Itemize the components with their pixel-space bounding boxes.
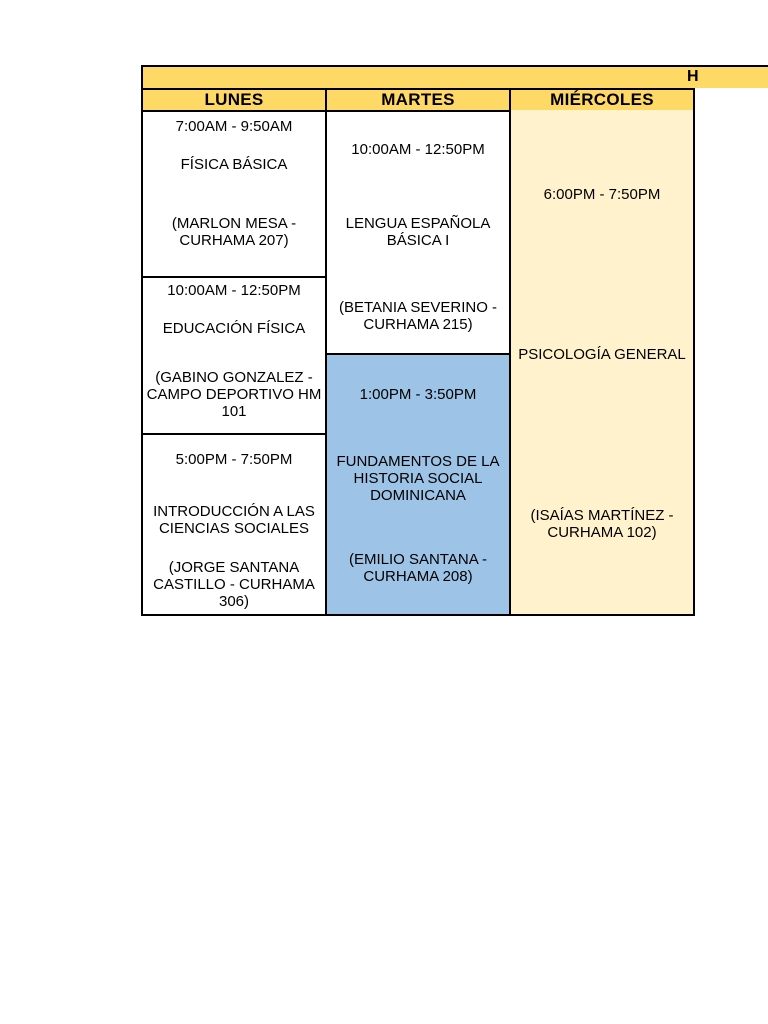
martes-class-1-teacher: (BETANIA SEVERINO - CURHAMA 215)	[338, 299, 498, 333]
miercoles-class-1-course: PSICOLOGÍA GENERAL	[518, 345, 686, 363]
lunes-class-2-teacher: (GABINO GONZALEZ - CAMPO DEPORTIVO HM 101	[146, 368, 322, 420]
lunes-class-3-course: INTRODUCCIÓN A LAS CIENCIAS SOCIALES	[153, 503, 315, 537]
header-martes: MARTES	[325, 88, 511, 112]
lunes-class-2-time: 10:00AM - 12:50PM	[167, 281, 301, 299]
lunes-class-1-course: FÍSICA BÁSICA	[180, 155, 288, 173]
lunes-class-1-time: 7:00AM - 9:50AM	[175, 117, 293, 135]
lunes-class-3-teacher: (JORGE SANTANA CASTILLO - CURHAMA 306)	[153, 558, 315, 610]
schedule-title: H	[687, 68, 699, 85]
lunes-class-2-course: EDUCACIÓN FÍSICA	[162, 319, 306, 337]
title-bar-edge	[693, 88, 768, 92]
grid-line-left	[141, 88, 143, 616]
martes-class-2-course: FUNDAMENTOS DE LA HISTORIA SOCIAL DOMINICANA	[336, 452, 500, 504]
martes-divider-1	[325, 353, 511, 355]
grid-line-bottom	[141, 614, 695, 616]
schedule-title-bar	[141, 65, 768, 89]
lunes-divider-1	[141, 276, 327, 278]
lunes-class-1-teacher: (MARLON MESA - CURHAMA 207)	[171, 215, 297, 249]
martes-class-1-time: 10:00AM - 12:50PM	[351, 140, 485, 158]
miercoles-class-1-teacher: (ISAÍAS MARTÍNEZ - CURHAMA 102)	[530, 507, 674, 541]
martes-class-2-teacher: (EMILIO SANTANA - CURHAMA 208)	[348, 551, 488, 585]
martes-class-1-course: LENGUA ESPAÑOLA BÁSICA I	[345, 215, 491, 249]
header-miercoles: MIÉRCOLES	[509, 88, 695, 112]
lunes-divider-2	[141, 433, 327, 435]
lunes-class-3-time: 5:00PM - 7:50PM	[175, 450, 293, 468]
grid-line-col-1	[325, 88, 327, 616]
miercoles-class-1-time: 6:00PM - 7:50PM	[543, 185, 661, 203]
header-lunes: LUNES	[141, 88, 327, 112]
martes-class-2-time: 1:00PM - 3:50PM	[359, 385, 477, 403]
grid-line-col-2	[509, 88, 511, 616]
grid-line-right	[693, 88, 695, 616]
